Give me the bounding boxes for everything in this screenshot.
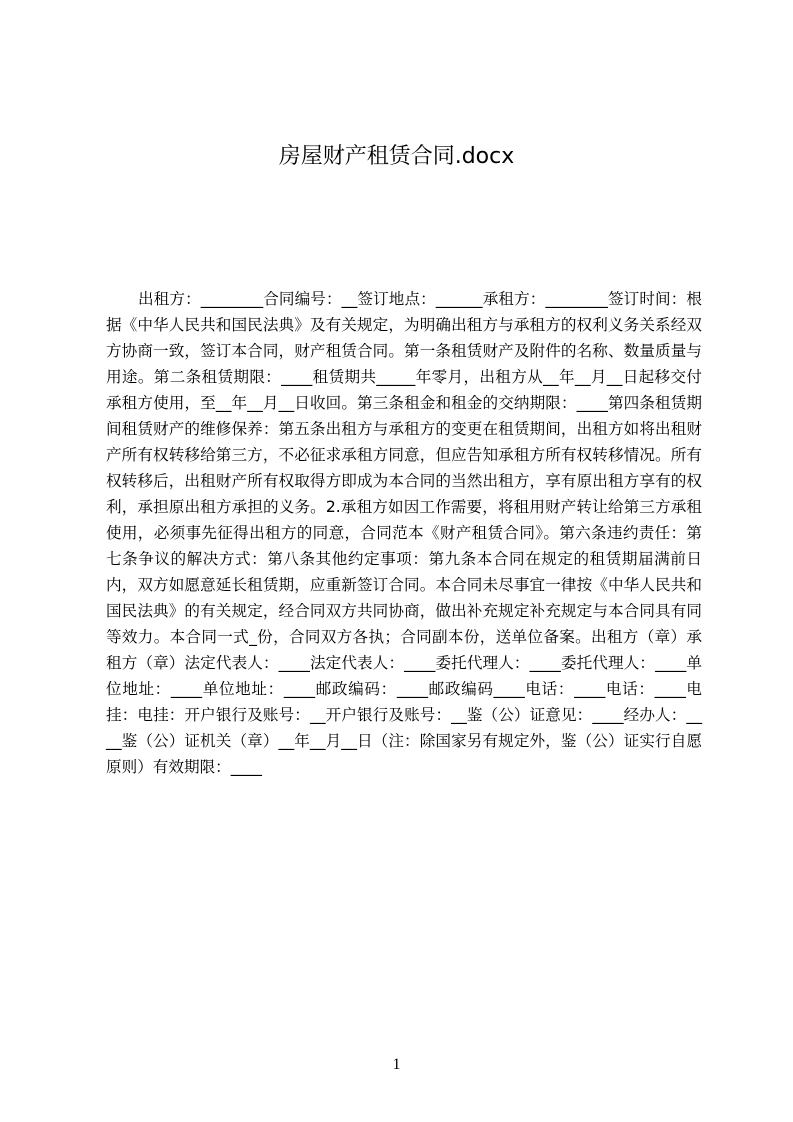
- page-number: 1: [392, 1056, 401, 1073]
- document-title: 房屋财产租赁合同.docx: [278, 144, 515, 169]
- contract-body-paragraph: 出租方：________合同编号：__签订地点：______承租方：________签订时间：根据《中华人民共和国民法典》及有关规定，为明确出租方与承租方的权利义务关系经双方协商一致，签订本合同，财产租赁合同。第一条租赁财产及附件的名称、数量质量与用途。第二条租赁期限：____租赁期共_____年零月，出租方从__年__月__日起移交付承租方使用，至__年__月__日收回。第三条租金和租金的交纳期限：____第四条租赁期间租赁财产的维修保养：第五条出租方与承租方的变更在租赁期间，出租方如将出租财产所有权转移给第三方，不必征求承租方同意，但应告知承租方所有权转移情况。所有权转移后，出租财产所有权取得方即成为本合同的当然出租方，享有原出租方享有的权利，承担原出租方承担的义务。2.承租方如因工作需要，将租用财产转让给第三方承租使用，必须事先征得出租方的同意，合同范本《财产租赁合同》。第六条违约责任：第七条争议的解决方式：第八条其他约定事项：第九条本合同在规定的租赁期届满前日内，双方如愿意延长租赁期，应重新签订合同。本合同未尽事宜一律按《中华人民共和国民法典》的有关规定，经合同双方共同协商，做出补充规定补充规定与本合同具有同等效力。本合同一式_份，合同双方各执；合同副本份，送单位备案。出租方（章）承租方（章）法定代表人：____法定代表人：____委托代理人：____委托代理人：____单位地址：____单位地址：____邮政编码：____邮政编码____电话：____电话：____电挂：电挂：开户银行及账号：__开户银行及账号：__鉴（公）证意见：____经办人：____鉴（公）证机关（章）__年__月__日（注：除国家另有规定外，鉴（公）证实行自愿原则）有效期限：____: [106, 290, 702, 776]
